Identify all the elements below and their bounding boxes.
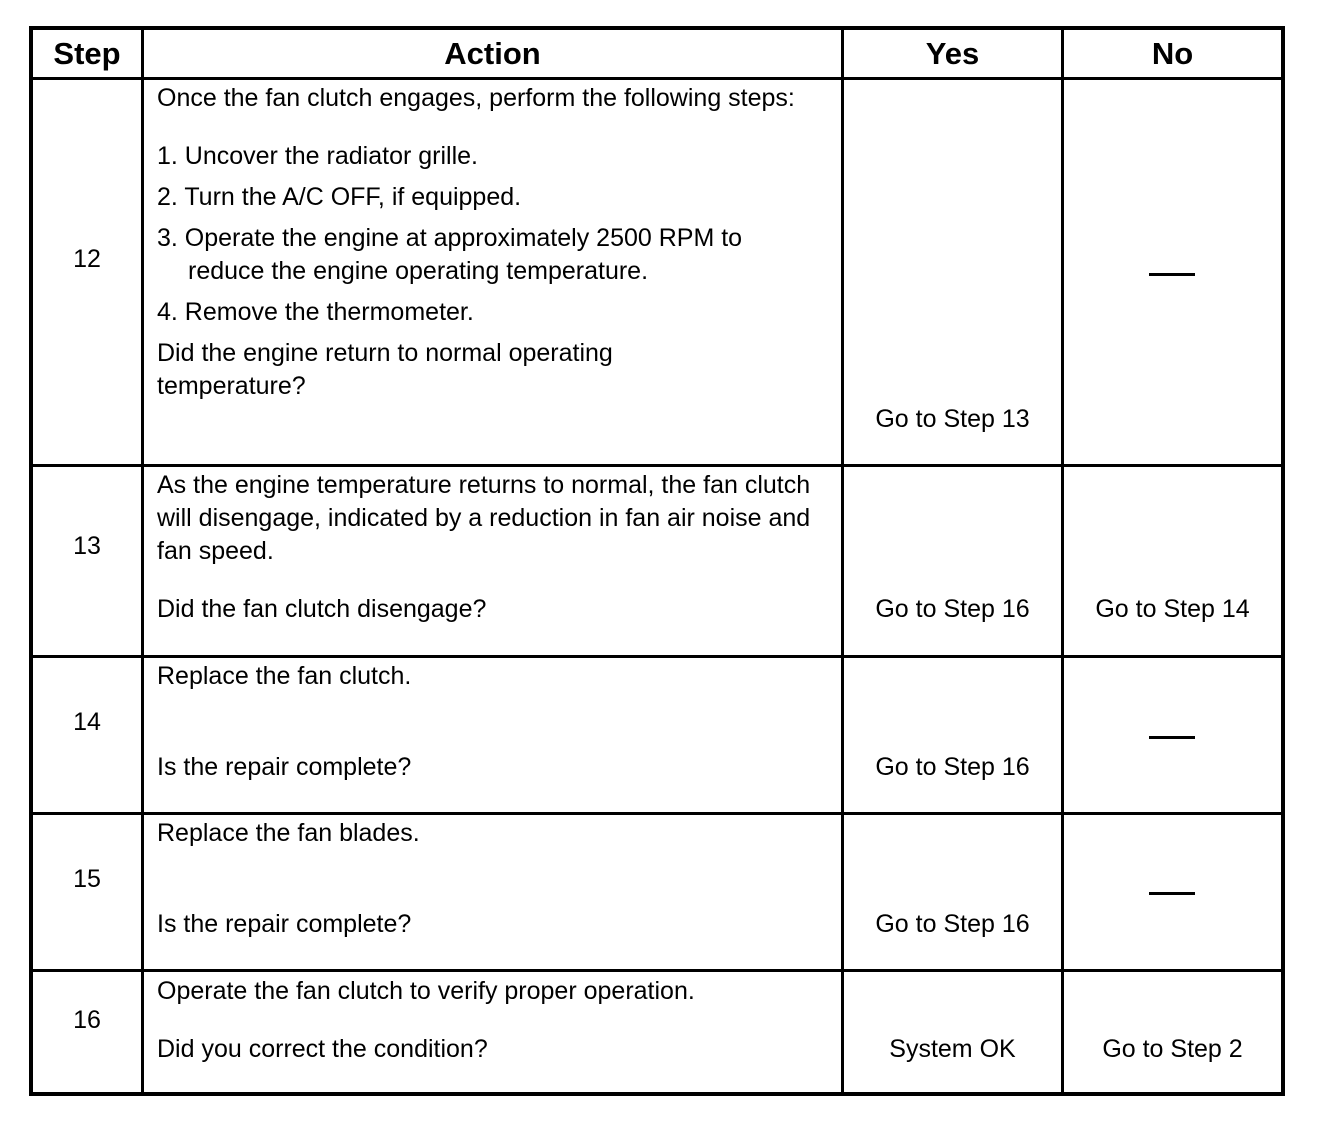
action-intro: Replace the fan blades. <box>157 819 420 847</box>
list-item: 1. Uncover the radiator grille. <box>157 142 478 170</box>
action-question: Is the repair complete? <box>157 753 412 781</box>
list-item: reduce the engine operating temperature. <box>188 257 649 285</box>
yes-result: Go to Step 16 <box>875 910 1030 938</box>
step-number: 13 <box>73 532 101 560</box>
action-intro: Operate the fan clutch to verify proper operation. <box>157 977 695 1005</box>
action-cell <box>157 660 827 784</box>
header-action: Action <box>444 36 541 71</box>
diagnostic-table <box>29 26 1285 1096</box>
header-step: Step <box>53 36 121 71</box>
header-no: No <box>1151 36 1194 71</box>
action-intro: Replace the fan clutch. <box>157 662 412 690</box>
row-divider <box>33 464 1281 467</box>
no-result-dash <box>1149 736 1195 739</box>
action-intro: As the engine temperature returns to normal, the fan clutch will disengage, indicated by a reduction in fan air noise and fan speed. <box>157 471 811 565</box>
yes-result: Go to Step 16 <box>875 753 1030 781</box>
action-question: Did the fan clutch disengage? <box>157 595 487 623</box>
step-number: 16 <box>73 1006 101 1034</box>
list-item: 3. Operate the engine at approximately 2500 RPM to <box>157 224 743 252</box>
list-item: 4. Remove the thermometer. <box>157 298 474 326</box>
no-result: Go to Step 14 <box>1095 595 1250 623</box>
column-divider <box>141 30 144 1092</box>
action-steps-list <box>157 140 827 329</box>
action-cell <box>157 975 827 1066</box>
action-cell <box>157 82 827 403</box>
no-result: Go to Step 2 <box>1102 1035 1243 1063</box>
yes-result: System OK <box>889 1035 1016 1063</box>
action-question: Is the repair complete? <box>157 910 412 938</box>
action-question: Did the engine return to normal operating temperature? <box>157 339 613 400</box>
row-divider <box>33 969 1281 972</box>
header-yes: Yes <box>925 36 980 71</box>
no-result-dash <box>1149 273 1195 276</box>
action-cell <box>157 817 827 941</box>
action-intro: Once the fan clutch engages, perform the following steps: <box>157 84 795 112</box>
step-number: 12 <box>73 245 101 273</box>
step-number: 14 <box>73 708 101 736</box>
row-divider <box>33 812 1281 815</box>
no-result-dash <box>1149 892 1195 895</box>
action-cell <box>157 469 827 626</box>
yes-result: Go to Step 16 <box>875 595 1030 623</box>
list-item: 2. Turn the A/C OFF, if equipped. <box>157 183 522 211</box>
step-number: 15 <box>73 865 101 893</box>
yes-result: Go to Step 13 <box>875 405 1030 433</box>
action-question: Did you correct the condition? <box>157 1035 488 1063</box>
column-divider <box>1061 30 1064 1092</box>
row-divider <box>33 655 1281 658</box>
